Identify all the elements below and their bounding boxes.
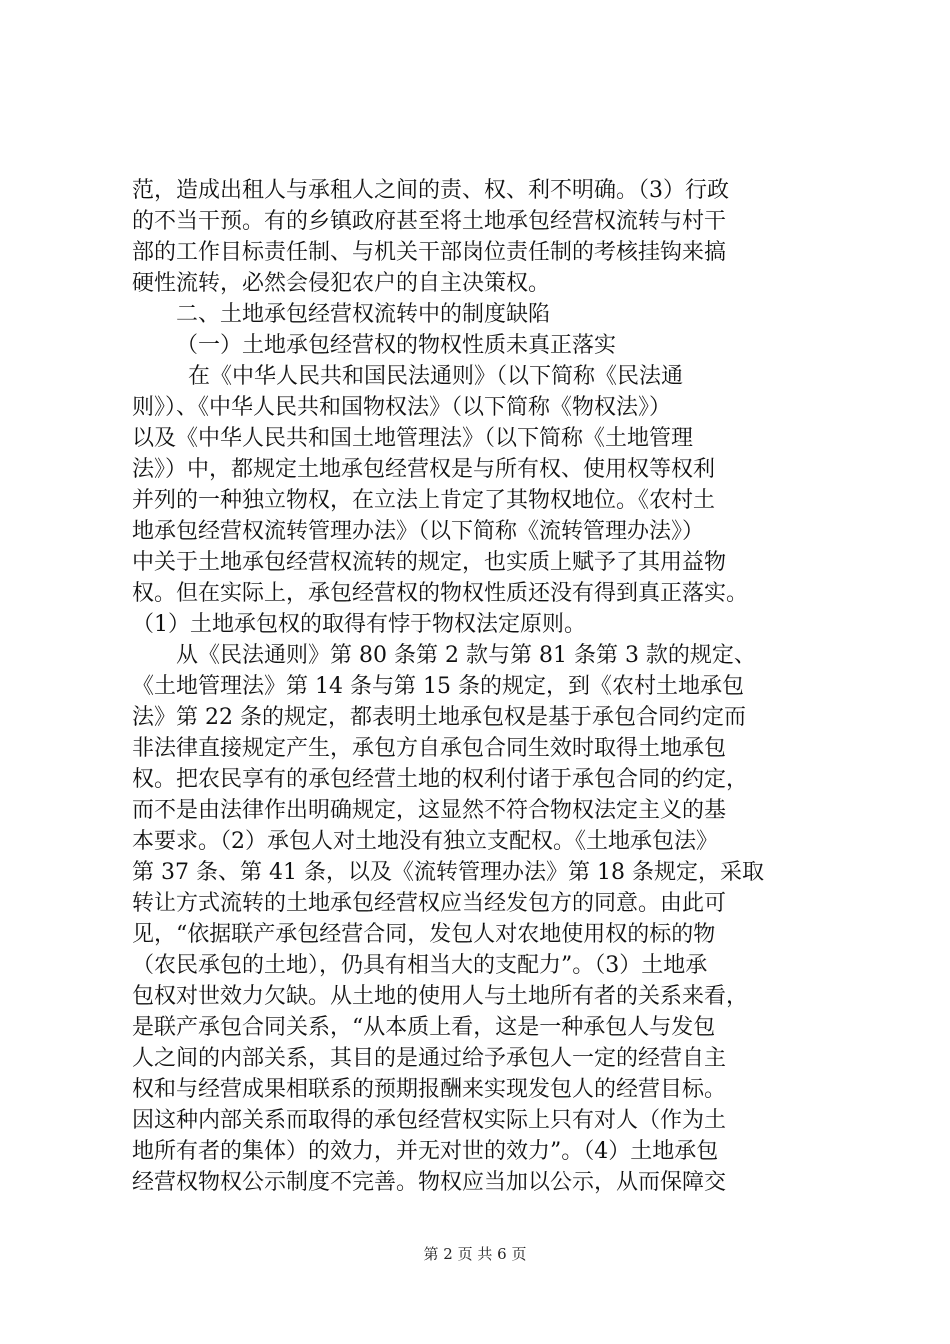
text-line: 在《中华人民共和国民法通则》（以下简称《民法通 <box>188 364 684 389</box>
text-line: （1）土地承包权的取得有悖于物权法定原则。 <box>132 612 586 637</box>
page-number-footer: 第 2 页 共 6 页 <box>423 1245 527 1263</box>
text-line: （农民承包的土地），仍具有相当大的支配力”。（3）土地承 <box>132 953 708 978</box>
text-line: 从《民法通则》第 80 条第 2 款与第 81 条第 3 款的规定、 <box>176 643 756 668</box>
text-line: 法》第 22 条的规定，都表明土地承包权是基于承包合同约定而 <box>132 705 746 730</box>
text-line: 中关于土地承包经营权流转的规定，也实质上赋予了其用益物 <box>132 550 727 575</box>
text-line: 法》）中，都规定土地承包经营权是与所有权、使用权等权利 <box>132 457 716 482</box>
text-line: 则》）、《中华人民共和国物权法》（以下简称《物权法》） <box>132 395 672 420</box>
text-line: 的不当干预。有的乡镇政府甚至将土地承包经营权流转与村干 <box>132 209 727 234</box>
text-line: 第 37 条、第 41 条，以及《流转管理办法》第 18 条规定，采取 <box>132 860 764 885</box>
text-line: 因这种内部关系而取得的承包经营权实际上只有对人（作为土 <box>132 1108 727 1133</box>
text-line: 并列的一种独立物权，在立法上肯定了其物权地位。《农村土 <box>132 488 716 513</box>
text-line: 地承包经营权流转管理办法》（以下简称《流转管理办法》） <box>132 519 705 544</box>
text-line: 范，造成出租人与承租人之间的责、权、利不明确。（3）行政 <box>132 178 729 203</box>
text-line: 部的工作目标责任制、与机关干部岗位责任制的考核挂钩来搞 <box>132 240 727 265</box>
text-line: 非法律直接规定产生，承包方自承包合同生效时取得土地承包 <box>132 736 727 761</box>
text-line: 见，“依据联产承包经营合同，发包人对农地使用权的标的物 <box>132 922 716 947</box>
text-line: 人之间的内部关系，其目的是通过给予承包人一定的经营自主 <box>132 1046 727 1071</box>
text-line: 转让方式流转的土地承包经营权应当经发包方的同意。由此可 <box>132 891 727 916</box>
text-line: 以及《中华人民共和国土地管理法》（以下简称《土地管理 <box>132 426 694 451</box>
text-line: 权和与经营成果相联系的预期报酬来实现发包人的经营目标。 <box>132 1077 727 1102</box>
section-heading: 二、土地承包经营权流转中的制度缺陷 <box>176 302 551 327</box>
text-line: 而不是由法律作出明确规定，这显然不符合物权法定主义的基 <box>132 798 727 823</box>
text-line: 包权对世效力欠缺。从土地的使用人与土地所有者的关系来看， <box>132 984 749 1009</box>
text-line: 权。但在实际上，承包经营权的物权性质还没有得到真正落实。 <box>132 581 749 606</box>
subsection-heading: （一）土地承包经营权的物权性质未真正落实 <box>176 333 617 358</box>
text-line: 地所有者的集体）的效力，并无对世的效力”。（4）土地承包 <box>132 1139 719 1164</box>
text-line: 经营权物权公示制度不完善。物权应当加以公示，从而保障交 <box>132 1170 727 1195</box>
text-line: 本要求。（2）承包人对土地没有独立支配权。《土地承包法》 <box>132 829 718 854</box>
text-line: 权。把农民享有的承包经营土地的权利付诸于承包合同的约定， <box>132 767 749 792</box>
text-line: 是联产承包合同关系，“从本质上看，这是一种承包人与发包 <box>132 1015 716 1040</box>
text-line: 硬性流转，必然会侵犯农户的自主决策权。 <box>132 271 551 296</box>
text-line: 《土地管理法》第 14 条与第 15 条的规定，到《农村土地承包 <box>132 674 744 699</box>
